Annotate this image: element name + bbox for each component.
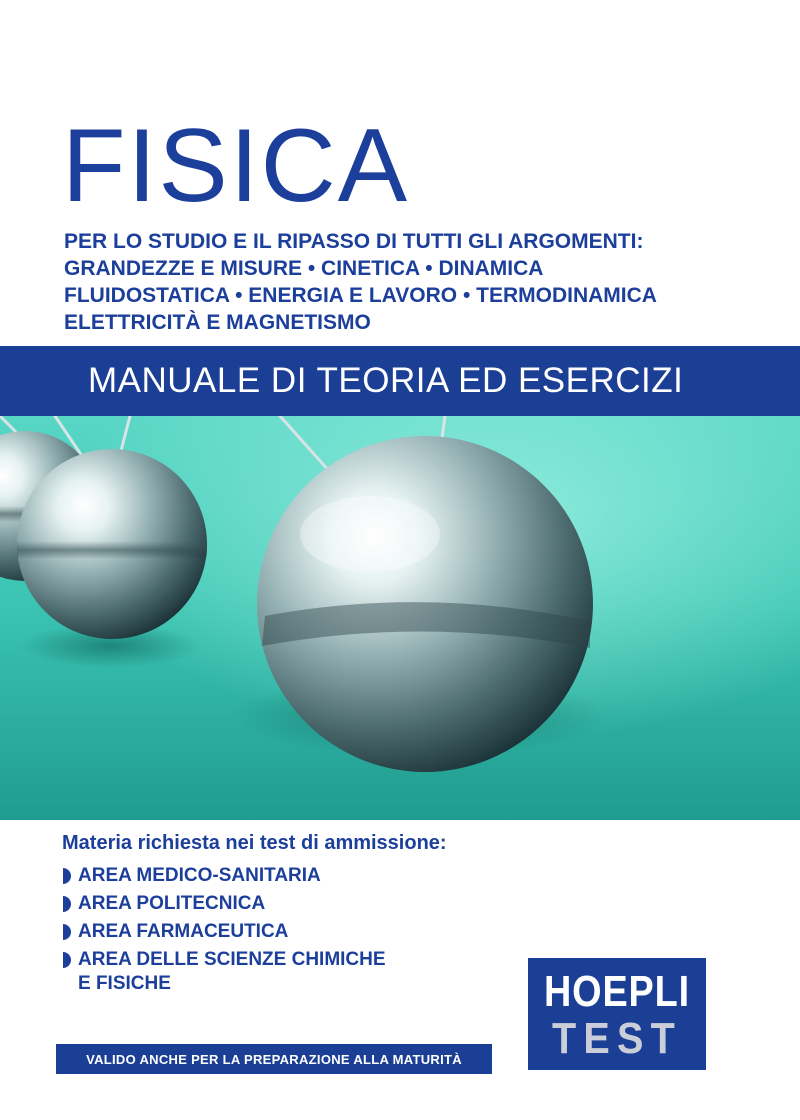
area-item (62, 948, 532, 996)
area-label: AREA MEDICO-SANITARIA (78, 865, 321, 886)
half-circle-bullet-icon (62, 923, 72, 941)
area-label-line: AREA DELLE SCIENZE CHIMICHE (78, 949, 386, 970)
half-circle-bullet-icon (62, 951, 72, 969)
admission-heading: Materia richiesta nei test di ammissione: (62, 832, 447, 854)
half-circle-bullet-icon (62, 867, 72, 885)
area-label-line: E FISICHE (78, 973, 171, 994)
subtitle-line: GRANDEZZE E MISURE • CINETICA • DINAMICA (64, 257, 544, 280)
half-circle-bullet-icon (62, 895, 72, 913)
area-item (62, 892, 532, 916)
logo-test: TEST (551, 1014, 682, 1063)
area-label: AREA POLITECNICA (78, 893, 266, 914)
cover-title: FISICA (62, 108, 410, 224)
subtitle-line: ELETTRICITÀ E MAGNETISMO (64, 311, 371, 334)
area-list (62, 864, 532, 996)
area-item (62, 864, 532, 888)
newtons-cradle-image (0, 416, 800, 820)
maturity-text: VALIDO ANCHE PER LA PREPARAZIONE ALLA MATURITÀ (86, 1051, 462, 1067)
area-label: AREA FARMACEUTICA (78, 921, 289, 942)
area-label (78, 948, 386, 996)
area-item (62, 920, 532, 944)
hoepli-test-logo (528, 958, 706, 1070)
maturity-bar (56, 1044, 492, 1074)
subtitle-line: PER LO STUDIO E IL RIPASSO DI TUTTI GLI ARGOMENTI: (64, 230, 644, 253)
admission-section (62, 830, 532, 1000)
logo-hoepli: HOEPLI (543, 967, 691, 1016)
manual-band-text: MANUALE DI TEORIA ED ESERCIZI (88, 361, 684, 400)
cover-subtitle (64, 228, 764, 336)
subtitle-line: FLUIDOSTATICA • ENERGIA E LAVORO • TERMODINAMICA (64, 284, 657, 307)
manual-band (0, 346, 800, 416)
